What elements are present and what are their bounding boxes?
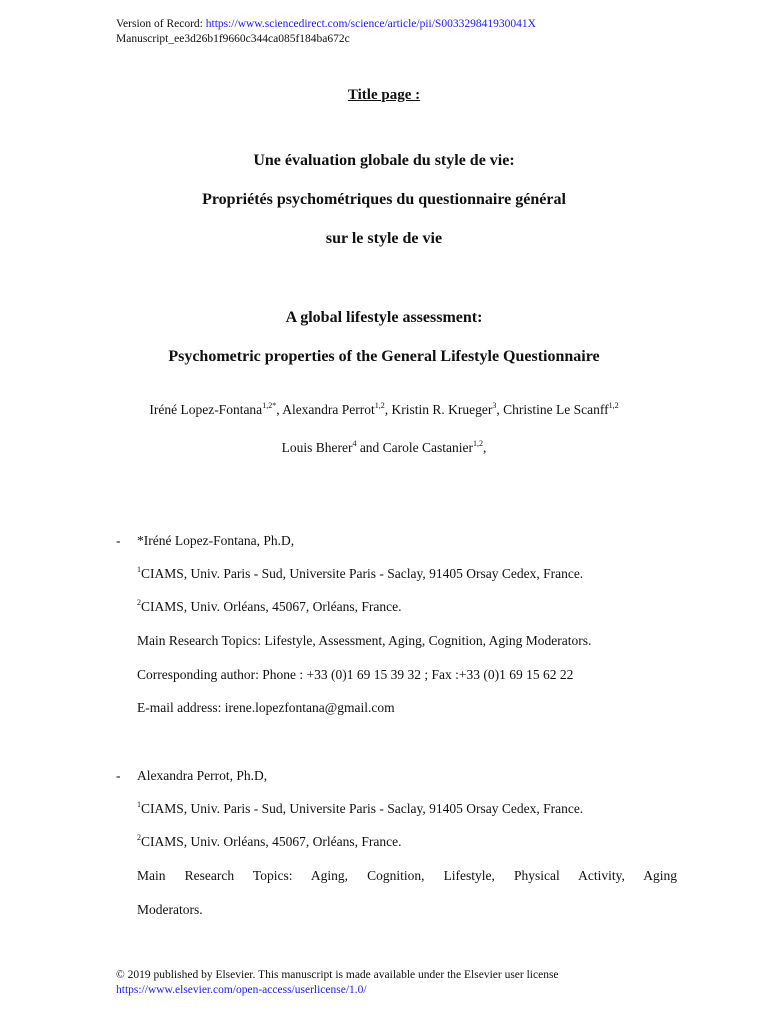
author-superscript: 1,2 [374,401,385,410]
affiliation-text: CIAMS, Univ. Paris - Sud, Universite Paris - Saclay, 91405 Orsay Cedex, France. [141,566,584,581]
title-page-label: Title page : [347,87,421,103]
author-list-line-1 [0,402,768,418]
author-superscript: 1,2* [262,401,277,410]
research-topics: Main Research Topics: Aging, Cognition, Lifestyle, Physical Activity, Aging [137,868,677,883]
author-name: Louis Bherer [281,440,353,455]
author-superscript: 4 [352,439,357,448]
author-name: , Kristin R. Krueger [384,402,493,417]
author-superscript: 3 [492,401,497,410]
affiliation-1 [137,566,677,582]
research-topics: Main Research Topics: Lifestyle, Assessment, Aging, Cognition, Aging Moderators. [137,633,592,648]
title-en-line-1: A global lifestyle assessment: [285,309,483,326]
entry-name: *Iréné Lopez-Fontana, Ph.D, [137,533,295,548]
version-of-record-line [116,17,536,31]
title-fr-line-2: Propriétés psychométriques du questionnaire général [202,191,566,208]
copyright-notice: © 2019 published by Elsevier. This manuscript is made available under the Elsevier user license [116,969,559,981]
affiliation-2 [137,599,677,615]
affiliation-superscript: 2 [137,833,141,842]
author-list-line-2 [0,440,768,456]
entry-bullet: - [116,768,121,783]
record-link[interactable]: https://www.sciencedirect.com/science/article/pii/S003329841930041X [205,18,536,30]
affiliation-text: CIAMS, Univ. Orléans, 45067, Orléans, France. [141,599,402,614]
author-list-tail: , [483,440,487,455]
entry-bullet: - [116,533,121,548]
email-address: E-mail address: irene.lopezfontana@gmail.com [137,700,395,715]
title-fr-line-1: Une évaluation globale du style de vie: [253,152,515,169]
title-fr-line-3: sur le style de vie [325,230,443,247]
corresponding-author: Corresponding author: Phone : +33 (0)1 69 15 39 32 ; Fax :+33 (0)1 69 15 62 22 [137,667,574,682]
affiliation-2 [137,834,677,850]
title-en-line-2: Psychometric properties of the General Lifestyle Questionnaire [168,348,600,365]
author-name: , Alexandra Perrot [276,402,375,417]
entry-name: Alexandra Perrot, Ph.D, [137,768,268,783]
affiliation-text: CIAMS, Univ. Paris - Sud, Universite Paris - Saclay, 91405 Orsay Cedex, France. [141,801,584,816]
license-link[interactable]: https://www.elsevier.com/open-access/userlicense/1.0/ [116,984,367,996]
author-name: and Carole Castanier [356,440,474,455]
affiliation-1 [137,801,677,817]
author-name: Iréné Lopez-Fontana [149,402,263,417]
version-of-record-label: Version of Record: [116,18,206,30]
affiliation-superscript: 1 [137,565,141,574]
research-topics-continued: Moderators. [137,902,203,917]
author-superscript: 1,2 [473,439,484,448]
affiliation-superscript: 2 [137,598,141,607]
author-superscript: 1,2 [608,401,619,410]
manuscript-id: Manuscript_ee3d26b1f9660c344ca085f184ba672c [116,33,350,45]
author-name: , Christine Le Scanff [496,402,609,417]
affiliation-text: CIAMS, Univ. Orléans, 45067, Orléans, France. [141,834,402,849]
affiliation-superscript: 1 [137,800,141,809]
